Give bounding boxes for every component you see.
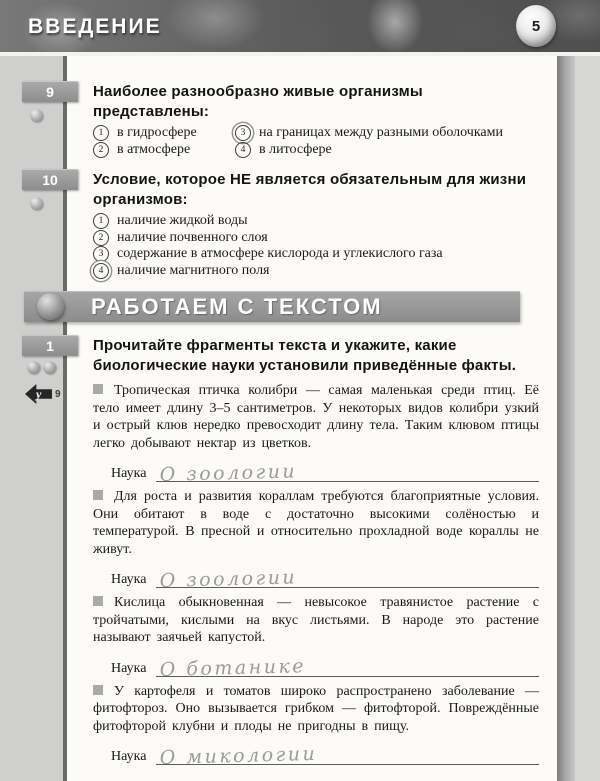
text-fragment	[93, 488, 539, 592]
handwritten-answer: О зоологии	[159, 566, 298, 592]
answer-blank[interactable]	[156, 742, 539, 769]
option-number[interactable]: 4	[235, 142, 251, 158]
answer-label: Наука	[111, 466, 147, 481]
chapter-title: ВВЕДЕНИЕ	[28, 15, 162, 38]
handwritten-answer: О зоологии	[159, 460, 298, 486]
page-content	[36, 56, 557, 781]
task-number: 1	[46, 337, 54, 354]
option-number[interactable]: 2	[93, 142, 109, 158]
answer-blank[interactable]	[156, 565, 539, 592]
fragment-text: У картофеля и томатов широко распространено заболевание — фитофтороз. Оно вызывается грибком — фитофторой. Повреждённые фитофторой клубни и плоды не пригодны в пищу.	[93, 683, 539, 734]
text-fragment	[93, 683, 539, 769]
answer-label: Наука	[111, 572, 147, 587]
option-number[interactable]: 1	[93, 125, 109, 141]
sphere-bullet-icon	[30, 197, 43, 210]
task-1	[36, 336, 539, 769]
right-margin	[575, 56, 600, 781]
options-grid	[93, 125, 539, 158]
chapter-header-banner	[0, 0, 600, 56]
answer-blank[interactable]	[156, 654, 539, 681]
difficulty-dot-icon	[43, 361, 56, 374]
fragment-text: Тропическая птичка колибри — самая маленькая среди птиц. Её тело имеет длину 3–5 сантиметров. У некоторых видов колибри узкий и острый клюв нередко превосходит длину тела. Таким клювом птицы легко добывают нектар из цветков.	[93, 383, 539, 451]
difficulty-dot-icon	[27, 361, 40, 374]
answer-option[interactable]	[235, 142, 539, 159]
question-prompt: Условие, которое НЕ является обязательным для жизни организмов:	[93, 171, 527, 208]
answer-option[interactable]	[93, 246, 539, 263]
answer-row	[111, 654, 539, 681]
option-number[interactable]: 3	[93, 246, 109, 262]
option-number[interactable]: 3	[235, 125, 251, 141]
answer-label: Наука	[111, 660, 147, 676]
option-text: в гидросфере	[117, 125, 197, 140]
task-number-badge	[22, 335, 78, 356]
question-10	[42, 170, 539, 279]
question-number: 10	[42, 171, 58, 188]
option-text: в литосфере	[259, 141, 332, 157]
option-number[interactable]: 2	[93, 230, 109, 246]
answer-option[interactable]	[93, 213, 539, 230]
option-text: наличие жидкой воды	[117, 213, 248, 228]
question-prompt: Наиболее разнообразно живые организмы представлены:	[93, 83, 423, 120]
section-banner-title: РАБОТАЕМ С ТЕКСТОМ	[91, 293, 383, 319]
sphere-icon	[37, 293, 64, 320]
textbook-reference-icon	[25, 384, 69, 406]
option-text: на границах между разными оболочками	[259, 125, 503, 140]
answer-option[interactable]	[93, 263, 539, 280]
question-number: 9	[46, 83, 54, 100]
fragment-paragraph	[93, 594, 539, 647]
question-number-badge	[22, 169, 78, 190]
answer-label: Наука	[111, 749, 147, 764]
difficulty-dots	[27, 361, 56, 374]
answer-option[interactable]	[93, 125, 235, 142]
section-banner	[24, 291, 520, 322]
fragment-text: Кислица обыкновенная — невысокое травянистое растение с тройчатыми, кислыми на вкус листьями. В народе это растение называют заячьей капустой.	[93, 595, 539, 645]
fragment-paragraph	[93, 683, 539, 736]
page-number: 5	[531, 17, 541, 35]
fragment-text: Для роста и развития кораллам требуются благоприятные условия. Они обитают в воде с достаточно высокими солёностью и температурой. В пресной и относительно прохладной воде кораллы не живут.	[93, 489, 539, 557]
answer-option[interactable]	[235, 125, 539, 142]
option-text: наличие магнитного поля	[117, 262, 270, 278]
square-bullet-icon	[93, 490, 103, 500]
fragment-paragraph	[93, 488, 539, 558]
square-bullet-icon	[93, 685, 103, 695]
option-text: в атмосфере	[117, 141, 191, 157]
fragment-paragraph	[93, 382, 539, 452]
question-number-badge	[22, 81, 78, 102]
square-bullet-icon	[93, 596, 103, 606]
text-fragment	[93, 382, 539, 486]
option-text: наличие почвенного слоя	[117, 229, 268, 245]
text-fragment	[93, 594, 539, 681]
option-number[interactable]: 4	[93, 263, 109, 279]
sphere-bullet-icon	[30, 109, 43, 122]
textbook-letter: у	[36, 387, 42, 401]
option-number[interactable]: 1	[93, 213, 109, 229]
answer-row	[111, 460, 539, 486]
answer-blank[interactable]	[156, 459, 539, 486]
task-instruction: Прочитайте фрагменты текста и укажите, какие биологические науки установили приведённые факты.	[93, 337, 517, 374]
page-edge-shadow	[557, 56, 575, 781]
option-text: содержание в атмосфере кислорода и углекислого газа	[117, 246, 443, 261]
answer-option[interactable]	[93, 142, 235, 159]
options-list	[93, 213, 539, 279]
answer-row	[111, 566, 539, 592]
answer-option[interactable]	[93, 230, 539, 247]
square-bullet-icon	[93, 384, 103, 394]
handwritten-answer: О ботанике	[159, 654, 307, 681]
page-number-sphere	[516, 5, 556, 47]
textbook-page-ref: 9	[55, 389, 61, 400]
answer-row	[111, 742, 539, 769]
handwritten-answer: О микологии	[159, 742, 318, 769]
question-9	[46, 82, 539, 158]
